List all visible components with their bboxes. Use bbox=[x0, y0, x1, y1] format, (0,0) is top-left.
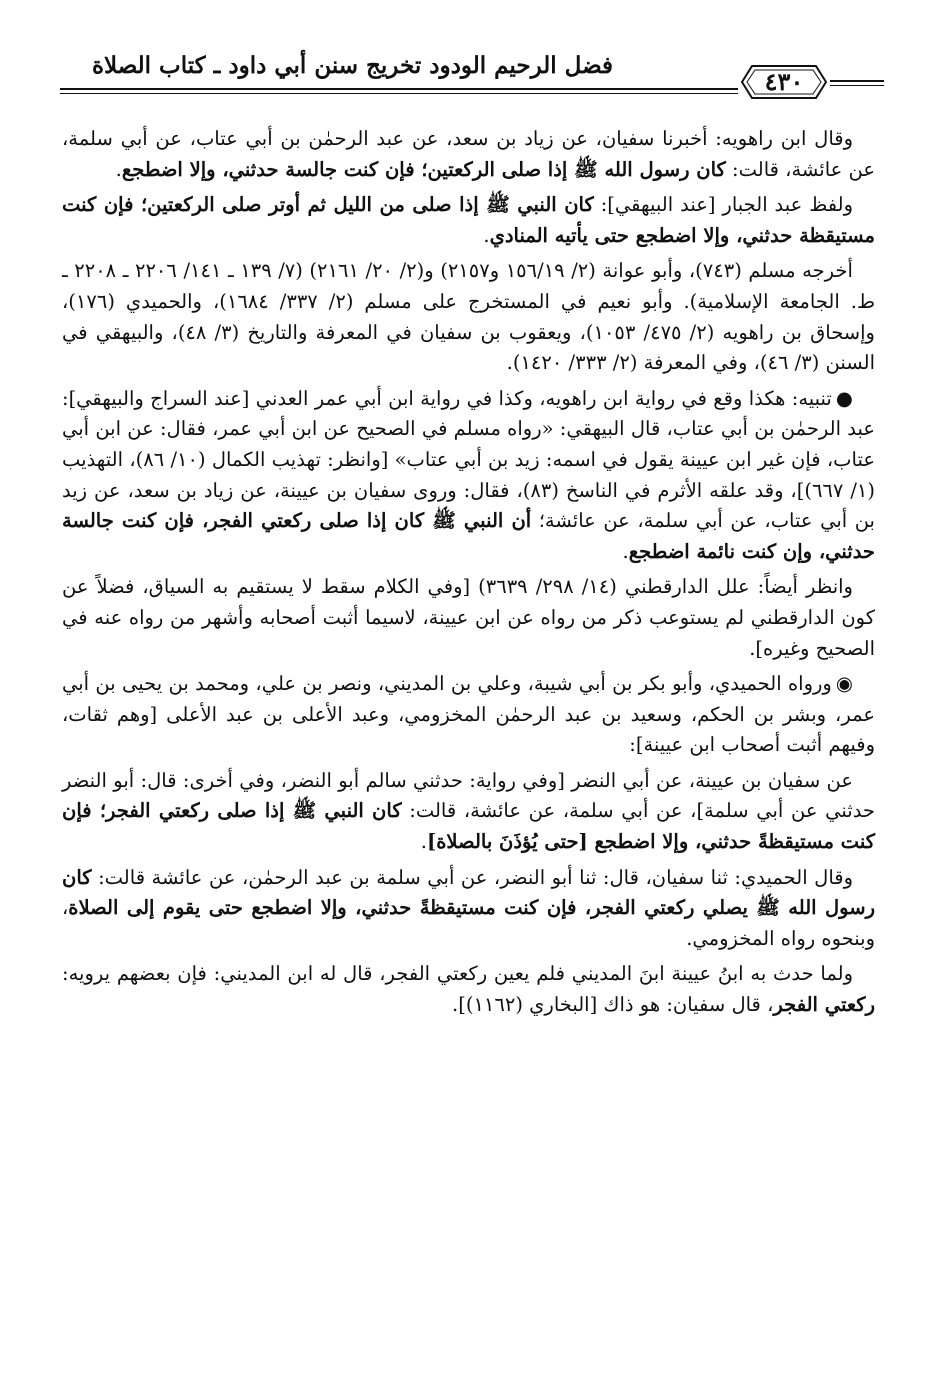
hadith-text: كان رسول الله ﷺ يصلي ركعتي الفجر، فإن كنت مستيقظةً حدثني، وإلا اضطجع حتى يقوم إلى الصلاة bbox=[62, 865, 875, 920]
text-run: ولما حدث به ابنُ عيينة ابنَ المديني فلم يعين ركعتي الفجر، قال له ابن المديني: فإن بعضهم يرويه: bbox=[62, 962, 853, 986]
text-run: تنبيه: هكذا وقع في رواية ابن راهويه، وكذا في رواية ابن أبي عمر العدني [عند السراج والبيهقي]: عبد الرحمٰن بن أبي عتاب، قال البيهقي: «رواه مسلم في الصحيح عن ابن أبي عمر، فقال: عن ابن أبي عتاب، فإن غير ابن عيينة يقول في اسمه: زيد بن أبي عتاب» [وانظر: تهذيب الكمال (١٠/ ٨٦)، التهذيب (١/ ٦٦٧)]، وقد علقه الأثرم في الناسخ (٨٣)، فقال: وروى سفيان بن عيينة، عن زياد بن سعد، عن زيد بن أبي عتاب، عن أبي سلمة، عن عائشة؛ bbox=[62, 386, 875, 533]
body-paragraph bbox=[62, 124, 875, 185]
text-run: ولفظ عبد الجبار [عند البيهقي]: bbox=[593, 193, 854, 217]
body-paragraph bbox=[62, 766, 875, 858]
text-run: وقال الحميدي: ثنا سفيان، قال: ثنا أبو النضر، عن أبي سلمة بن عبد الرحمٰن، عن عائشة قالت: bbox=[91, 865, 853, 889]
running-header-title: فضل الرحيم الودود تخريج سنن أبي داود ـ كتاب الصلاة bbox=[91, 52, 614, 79]
body-paragraph bbox=[62, 190, 875, 251]
text-run: وانظر أيضاً: علل الدارقطني (١٤/ ٢٩٨/ ٣٦٣٩) [وفي الكلام سقط لا يستقيم به السياق، فضلاً عن كون الدارقطني لم يستوعب ذكر من رواه عن ابن عيينة، لاسيما أثبت أصحابه وأشهر من رواه عنه في الصحيح وغيره]. bbox=[62, 575, 875, 660]
text-run: أخرجه مسلم (٧٤٣)، وأبو عوانة (٢/ ١٥٦/١٩ و٢١٥٧) و(٢/ ٢٠/ ٢١٦١) (٧/ ١٣٩ ـ ١٤١/ ٢٢٠٦ ـ ٢٢٠٨ ـ ط. الجامعة الإسلامية). وأبو نعيم في المستخرج على مسلم (٢/ ٣٣٧/ ١٦٨٤)، والحميدي (١٧٦)، وإسحاق بن راهويه (٢/ ٤٧٥/ ١٠٥٣)، ويعقوب بن سفيان في المعرفة والتاريخ (٣/ ٤٨)، والبيهقي في السنن (٣/ ٤٦)، وفي المعرفة (٢/ ٣٣٣/ ١٤٢٠). bbox=[62, 259, 875, 375]
text-run: عن سفيان بن عيينة، عن أبي النضر [وفي رواية: حدثني سالم أبو النضر، وفي أخرى: قال: أبو النضر حدثني عن أبي سلمة]، عن أبي سلمة، عن عائشة، قالت: bbox=[62, 768, 875, 823]
text-run: وقال ابن راهويه: أخبرنا سفيان، عن زياد بن سعد، عن عبد الرحمٰن بن أبي عتاب، عن أبي سلمة، عن عائشة، قالت: bbox=[62, 127, 875, 181]
text-run: ، وبنحوه رواه المخزومي. bbox=[62, 896, 875, 950]
text-run: . bbox=[622, 539, 629, 563]
body-paragraph bbox=[62, 959, 875, 1020]
page-number-ornament bbox=[738, 60, 830, 104]
header-rule-bottom bbox=[60, 93, 738, 94]
note-paragraph bbox=[62, 669, 875, 761]
hadith-text: كان النبي ﷺ إذا صلى ركعتي الفجر؛ فإن كنت مستيقظةً حدثني، وإلا اضطجع [حتى يُؤذَنَ بالصلاة] bbox=[62, 799, 875, 854]
header-rule-top bbox=[60, 88, 738, 90]
hadith-text: كان النبي ﷺ إذا صلى من الليل ثم أوتر صلى الركعتين؛ فإن كنت مستيقظة حدثني، وإلا اضطجع حتى يأتيه المنادي bbox=[62, 193, 875, 247]
text-run: . bbox=[420, 830, 427, 854]
page-number: ٤٣٠ bbox=[764, 67, 804, 96]
text-run: . bbox=[115, 157, 122, 181]
text-run: ورواه الحميدي، وأبو بكر بن أبي شيبة، وعلي بن المديني، ونصر بن علي، ومحمد بن يحيى بن أبي عمر، وبشر بن الحكم، وسعيد بن عبد الرحمٰن المخزومي، وعبد الأعلى بن عبد الأعلى [وهم ثقات، وفيهم أثبت أصحاب ابن عيينة]: bbox=[62, 672, 875, 757]
hadith-text: كان رسول الله ﷺ إذا صلى الركعتين؛ فإن كنت جالسة حدثني، وإلا اضطجع bbox=[121, 157, 726, 181]
header-rule-right-top bbox=[830, 80, 884, 82]
page-body-text bbox=[62, 124, 875, 1026]
body-paragraph bbox=[62, 572, 875, 664]
header-rule-right-bottom bbox=[830, 85, 884, 86]
body-paragraph bbox=[62, 863, 875, 955]
paragraph-marker: ◉ bbox=[835, 672, 854, 696]
hadith-text: ركعتي الفجر bbox=[773, 993, 875, 1017]
text-run: ، قال سفيان: هو ذاك [البخاري (١١٦٢)]. bbox=[452, 993, 774, 1017]
body-paragraph bbox=[62, 256, 875, 378]
hadith-text: أن النبي ﷺ كان إذا صلى ركعتي الفجر، فإن كنت جالسة حدثني، وإن كنت نائمة اضطجع bbox=[62, 509, 875, 563]
paragraph-marker: ● bbox=[835, 386, 854, 410]
note-paragraph bbox=[62, 384, 875, 568]
text-run: . bbox=[483, 223, 490, 247]
